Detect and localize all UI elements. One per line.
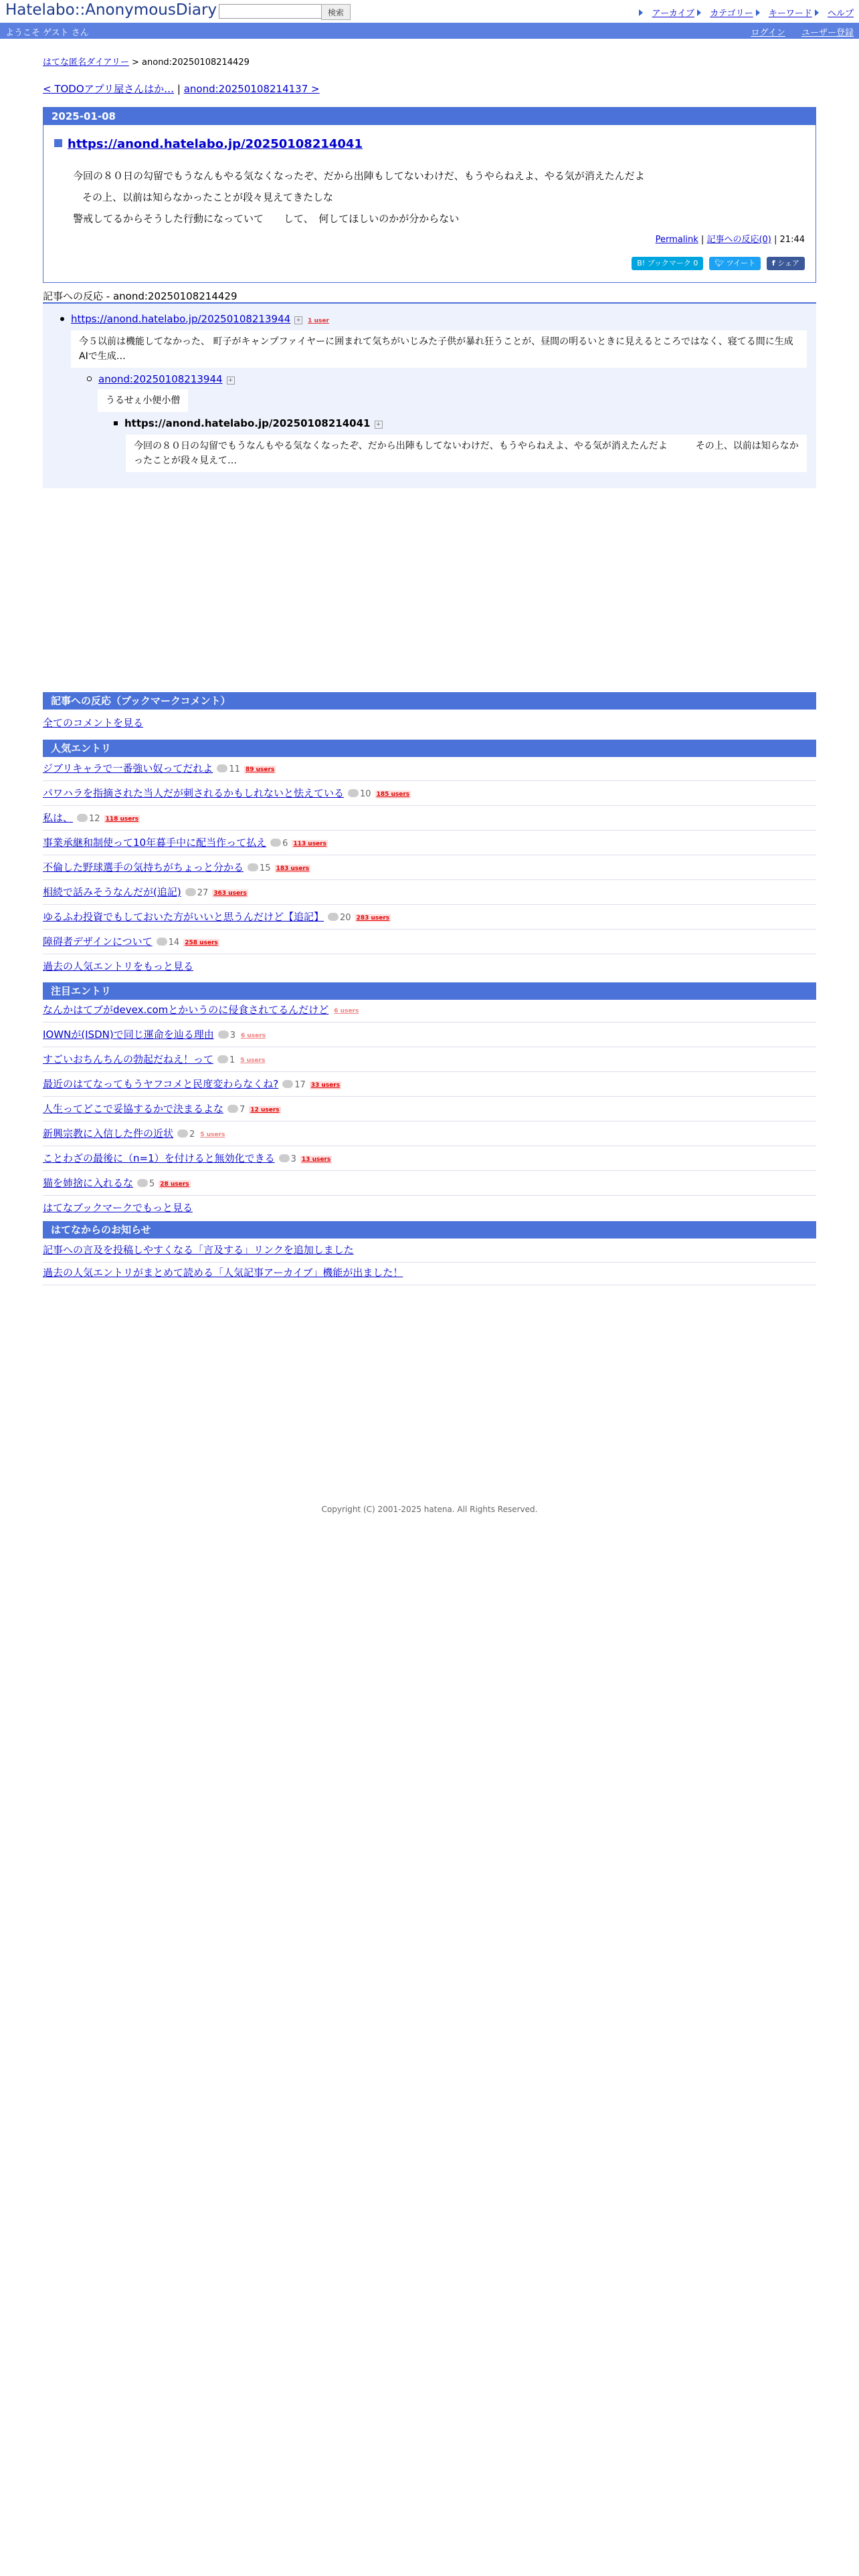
notice-item: [43, 1240, 816, 1263]
entry-row: [43, 1123, 816, 1146]
entry-row: [43, 1074, 816, 1097]
login-link[interactable]: ログイン: [751, 28, 785, 38]
entry-meta: Permalink | 記事への反応(0) | 21:44: [655, 235, 805, 245]
pager: [43, 82, 320, 96]
comment-count[interactable]: [157, 933, 180, 953]
nav-help[interactable]: ヘルプ: [827, 9, 854, 19]
expand-icon[interactable]: +: [375, 421, 383, 429]
nav-archive[interactable]: アーカイブ: [652, 9, 695, 19]
entry-row: [43, 857, 816, 880]
entry-line: 警戒してるからそうした行動になっていて して、 何してほしいのかが分からない: [73, 213, 460, 225]
entry-link[interactable]: なんかはてブがdevex.comとかいうのに侵食されてるんだけど: [43, 1004, 329, 1016]
reactions-tree: [43, 302, 816, 488]
entry-link[interactable]: 私は、: [43, 812, 74, 824]
expand-icon[interactable]: +: [227, 377, 235, 385]
users-count[interactable]: 6 users: [241, 1033, 266, 1039]
entry-row: [43, 1173, 816, 1196]
bullet-icon: [114, 421, 118, 425]
entry-date: 2025-01-08: [43, 108, 816, 125]
nav-category[interactable]: カテゴリー: [710, 9, 753, 19]
users-count[interactable]: 6 users: [334, 1008, 359, 1014]
users-count[interactable]: 33 users: [310, 1082, 341, 1089]
reaction-item: [87, 373, 235, 385]
main-content: [43, 0, 816, 2576]
breadcrumb-root[interactable]: はてな匿名ダイアリー: [43, 58, 129, 68]
tweet-label: ツイート: [726, 259, 756, 267]
all-comments-link[interactable]: 全てのコメントを見る: [43, 717, 144, 729]
comment-count-value: 11: [229, 764, 240, 774]
entry-row: [43, 808, 816, 831]
comment-count-value: 6: [282, 839, 288, 849]
comment-bubble-icon: [279, 1154, 290, 1162]
hatena-bookmark-button[interactable]: B! ブックマーク 0: [632, 257, 703, 270]
reaction-item: [60, 313, 329, 325]
comment-bubble-icon: [348, 789, 359, 797]
comment-bubble-icon: [157, 938, 167, 946]
entry-row: [43, 758, 816, 781]
comment-count-value: 2: [189, 1130, 195, 1140]
entry-row: [43, 1049, 816, 1072]
reaction-link[interactable]: anond:20250108213944: [98, 373, 223, 385]
entry-link[interactable]: 事業承継和制使って10年暮手中に配当作って払え: [43, 837, 267, 849]
prev-entry-link[interactable]: < TODOアプリ屋さんはか…: [43, 83, 175, 95]
more-row: [43, 956, 816, 979]
ad-space: [43, 492, 816, 692]
entry-link[interactable]: 猫を姉捨に入れるな: [43, 1177, 134, 1189]
twitter-icon: 🐦︎: [714, 259, 725, 267]
bullet-icon: [87, 377, 92, 381]
comment-bubble-icon: [217, 764, 227, 772]
comment-count[interactable]: [217, 760, 240, 780]
users-count[interactable]: 258 users: [185, 940, 218, 946]
comment-count[interactable]: [177, 1125, 195, 1145]
entry-link[interactable]: パワハラを指摘された当人だが刺されるかもしれないと怯えている: [43, 787, 345, 799]
reaction-current: https://anond.hatelabo.jp/20250108214041: [124, 417, 371, 429]
entry-row: [43, 1000, 816, 1023]
facebook-share-button[interactable]: [767, 257, 805, 270]
square-icon: [54, 139, 62, 147]
users-count[interactable]: 5 users: [200, 1132, 225, 1138]
comment-count[interactable]: [348, 784, 371, 804]
reaction-item: [114, 417, 383, 429]
comment-count-value: 1: [229, 1055, 235, 1065]
fb-label: シェア: [777, 259, 799, 267]
entry-row: [43, 882, 816, 905]
comment-count-value: 27: [197, 888, 209, 898]
entry-row: [43, 907, 816, 930]
comment-count[interactable]: [279, 1150, 296, 1170]
comment-count[interactable]: [77, 809, 100, 829]
entry-link[interactable]: 新興宗教に入信した件の近状: [43, 1128, 174, 1140]
comment-count-value: 14: [168, 938, 180, 948]
breadcrumb: [43, 55, 250, 68]
entry-link[interactable]: 障碍者デザインについて: [43, 936, 153, 948]
bullet-icon: [60, 317, 64, 321]
comment-bubble-icon: [217, 1055, 228, 1063]
users-count[interactable]: 89 users: [245, 766, 275, 773]
more-link[interactable]: はてなブックマークでもっと見る: [43, 1202, 193, 1214]
entry-link[interactable]: 人生ってどこで妥協するかで決まるよな: [43, 1103, 224, 1115]
site-logo[interactable]: Hatelabo::AnonymousDiary: [5, 1, 217, 19]
comment-count[interactable]: [248, 859, 271, 879]
users-count[interactable]: 113 users: [293, 841, 326, 847]
entry-link[interactable]: IOWNが(ISDN)で同じ運命を辿る理由: [43, 1029, 214, 1041]
more-row: [43, 1198, 816, 1220]
entry-row: [43, 1148, 816, 1171]
footer-copyright: Copyright (C) 2001-2025 hatena. All Rights Reserved.: [321, 1505, 538, 1514]
comment-bubble-icon: [248, 863, 258, 871]
entry-time: 21:44: [779, 235, 805, 245]
reactions-heading: 記事への反応 - anond:20250108214429: [43, 290, 237, 302]
register-link[interactable]: ユーザー登録: [801, 28, 854, 38]
users-count[interactable]: 118 users: [105, 816, 139, 823]
facebook-icon: f: [771, 259, 775, 267]
entry-link[interactable]: 相続で話みそうなんだが(追記): [43, 886, 181, 898]
comment-count-value: 10: [360, 789, 371, 799]
comment-bubble-icon: [185, 888, 196, 896]
comment-count[interactable]: [270, 834, 288, 854]
comment-bubble-icon: [177, 1130, 188, 1138]
share-buttons: [629, 256, 805, 270]
expand-icon[interactable]: +: [294, 316, 302, 324]
users-count[interactable]: 12 users: [250, 1107, 280, 1113]
reaction-quote: 今５以前は機能してなかった、 町子がキャンプファイヤーに囲まれて気ちがいじみた子供が暴れ狂うことが、昼間の明るいときに見えるところではなく、寝てる間に生成AIで生成…: [71, 330, 807, 368]
comment-count[interactable]: [282, 1075, 306, 1095]
comment-bubble-icon: [282, 1080, 293, 1088]
notice-item: [43, 1263, 816, 1285]
reaction-link[interactable]: https://anond.hatelabo.jp/20250108213944: [71, 313, 291, 325]
comment-count-value: 12: [89, 814, 100, 824]
comment-bubble-icon: [218, 1031, 229, 1039]
entry-link[interactable]: 最近のはてなってもうヤフコメと民度変わらなくね?: [43, 1078, 279, 1090]
next-entry-link[interactable]: anond:20250108214137 >: [183, 83, 320, 95]
all-comments-row: [43, 713, 816, 736]
comment-bubble-icon: [270, 839, 281, 847]
more-link[interactable]: 過去の人気エントリをもっと見る: [43, 960, 194, 972]
entry-line: その上、以前は知らなかったことが段々見えてきたしな: [82, 191, 334, 203]
users-count[interactable]: 5 users: [240, 1057, 266, 1064]
greeting-text: ようこそ ゲスト さん: [5, 28, 89, 38]
comment-bubble-icon: [137, 1179, 148, 1187]
nav-keyword[interactable]: キーワード: [768, 9, 812, 19]
comment-count-value: 7: [240, 1105, 246, 1115]
entry-title-link[interactable]: https://anond.hatelabo.jp/20250108214041: [68, 137, 363, 151]
comment-bubble-icon: [328, 913, 339, 921]
reaction-quote: うるせぇ小便小僧: [98, 389, 188, 412]
entry-link[interactable]: 不倫した野球選手の気持ちがちょっと分かる: [43, 861, 244, 873]
diary-entry: [43, 107, 816, 283]
breadcrumb-sep: >: [131, 58, 139, 68]
popular-heading: 人気エントリ: [43, 740, 816, 757]
comment-count-value: 20: [340, 913, 351, 923]
entry-row: [43, 932, 816, 954]
tweet-button[interactable]: [709, 257, 761, 270]
entry-body: [73, 165, 645, 229]
comment-bubble-icon: [77, 814, 88, 822]
comment-count-value: 15: [260, 863, 271, 873]
reaction-quote: 今回の８０日の勾留でもうなんもやる気なくなったぞ、だから出陣もしてないわけだ、もうやらねえよ、やる気が消えたんだよ その上、以前は知らなかったことが段々見えて…: [126, 435, 807, 472]
notice-link[interactable]: 過去の人気エントリがまとめて読める「人気記事アーカイブ」機能が出ました！: [43, 1267, 403, 1279]
entry-link[interactable]: ことわざの最後に（n=1）を付けると無効化できる: [43, 1152, 275, 1164]
entry-row: [43, 833, 816, 855]
notice-heading: はてなからのお知らせ: [43, 1221, 816, 1239]
entry-link[interactable]: すごいおちんちんの勃起だねえ！って: [43, 1053, 214, 1065]
pager-sep: |: [177, 83, 181, 95]
breadcrumb-current: anond:20250108214429: [142, 58, 250, 68]
users-badge[interactable]: 1 user: [308, 318, 329, 324]
entry-link[interactable]: ゆるふわ投資でもしておいた方がいいと思うんだけど【追記】: [43, 911, 324, 923]
comment-count[interactable]: [328, 908, 351, 928]
featured-heading: 注目エントリ: [43, 982, 816, 1000]
entry-title: [54, 137, 363, 151]
comment-count-value: 17: [294, 1080, 306, 1090]
entry-row: [43, 783, 816, 806]
users-count[interactable]: 283 users: [356, 915, 390, 922]
comment-count-value: 3: [290, 1154, 296, 1164]
permalink[interactable]: Permalink: [655, 235, 698, 245]
notice-link[interactable]: 記事への言及を投稿しやすくなる「言及する」リンクを追加しました: [43, 1244, 354, 1256]
comment-count-value: 5: [149, 1179, 155, 1189]
entry-row: [43, 1099, 816, 1121]
entry-row: [43, 1025, 816, 1047]
search-button[interactable]: 検索: [321, 4, 351, 20]
users-count[interactable]: 183 users: [276, 865, 310, 872]
comment-count[interactable]: [227, 1100, 245, 1120]
entry-line: 今回の８０日の勾留でもうなんもやる気なくなったぞ、だから出陣もしてないわけだ、もうやらねえよ、やる気が消えたんだよ: [73, 170, 645, 182]
users-count[interactable]: 185 users: [376, 791, 410, 798]
entry-link[interactable]: ジブリキャラで一番強い奴ってだれよ: [43, 762, 213, 774]
comment-bubble-icon: [227, 1105, 238, 1113]
bookmark-comments-heading: 記事への反応（ブックマークコメント）: [43, 692, 816, 710]
reactions-link[interactable]: 記事への反応(0): [706, 235, 771, 245]
comment-count[interactable]: [137, 1174, 155, 1194]
comment-count-value: 3: [229, 1031, 235, 1041]
users-count[interactable]: 28 users: [160, 1181, 189, 1188]
comment-count[interactable]: [218, 1026, 235, 1046]
users-count[interactable]: 13 users: [301, 1156, 331, 1163]
comment-count[interactable]: [185, 883, 209, 903]
comment-count[interactable]: [217, 1051, 235, 1071]
users-count[interactable]: 363 users: [213, 890, 247, 897]
